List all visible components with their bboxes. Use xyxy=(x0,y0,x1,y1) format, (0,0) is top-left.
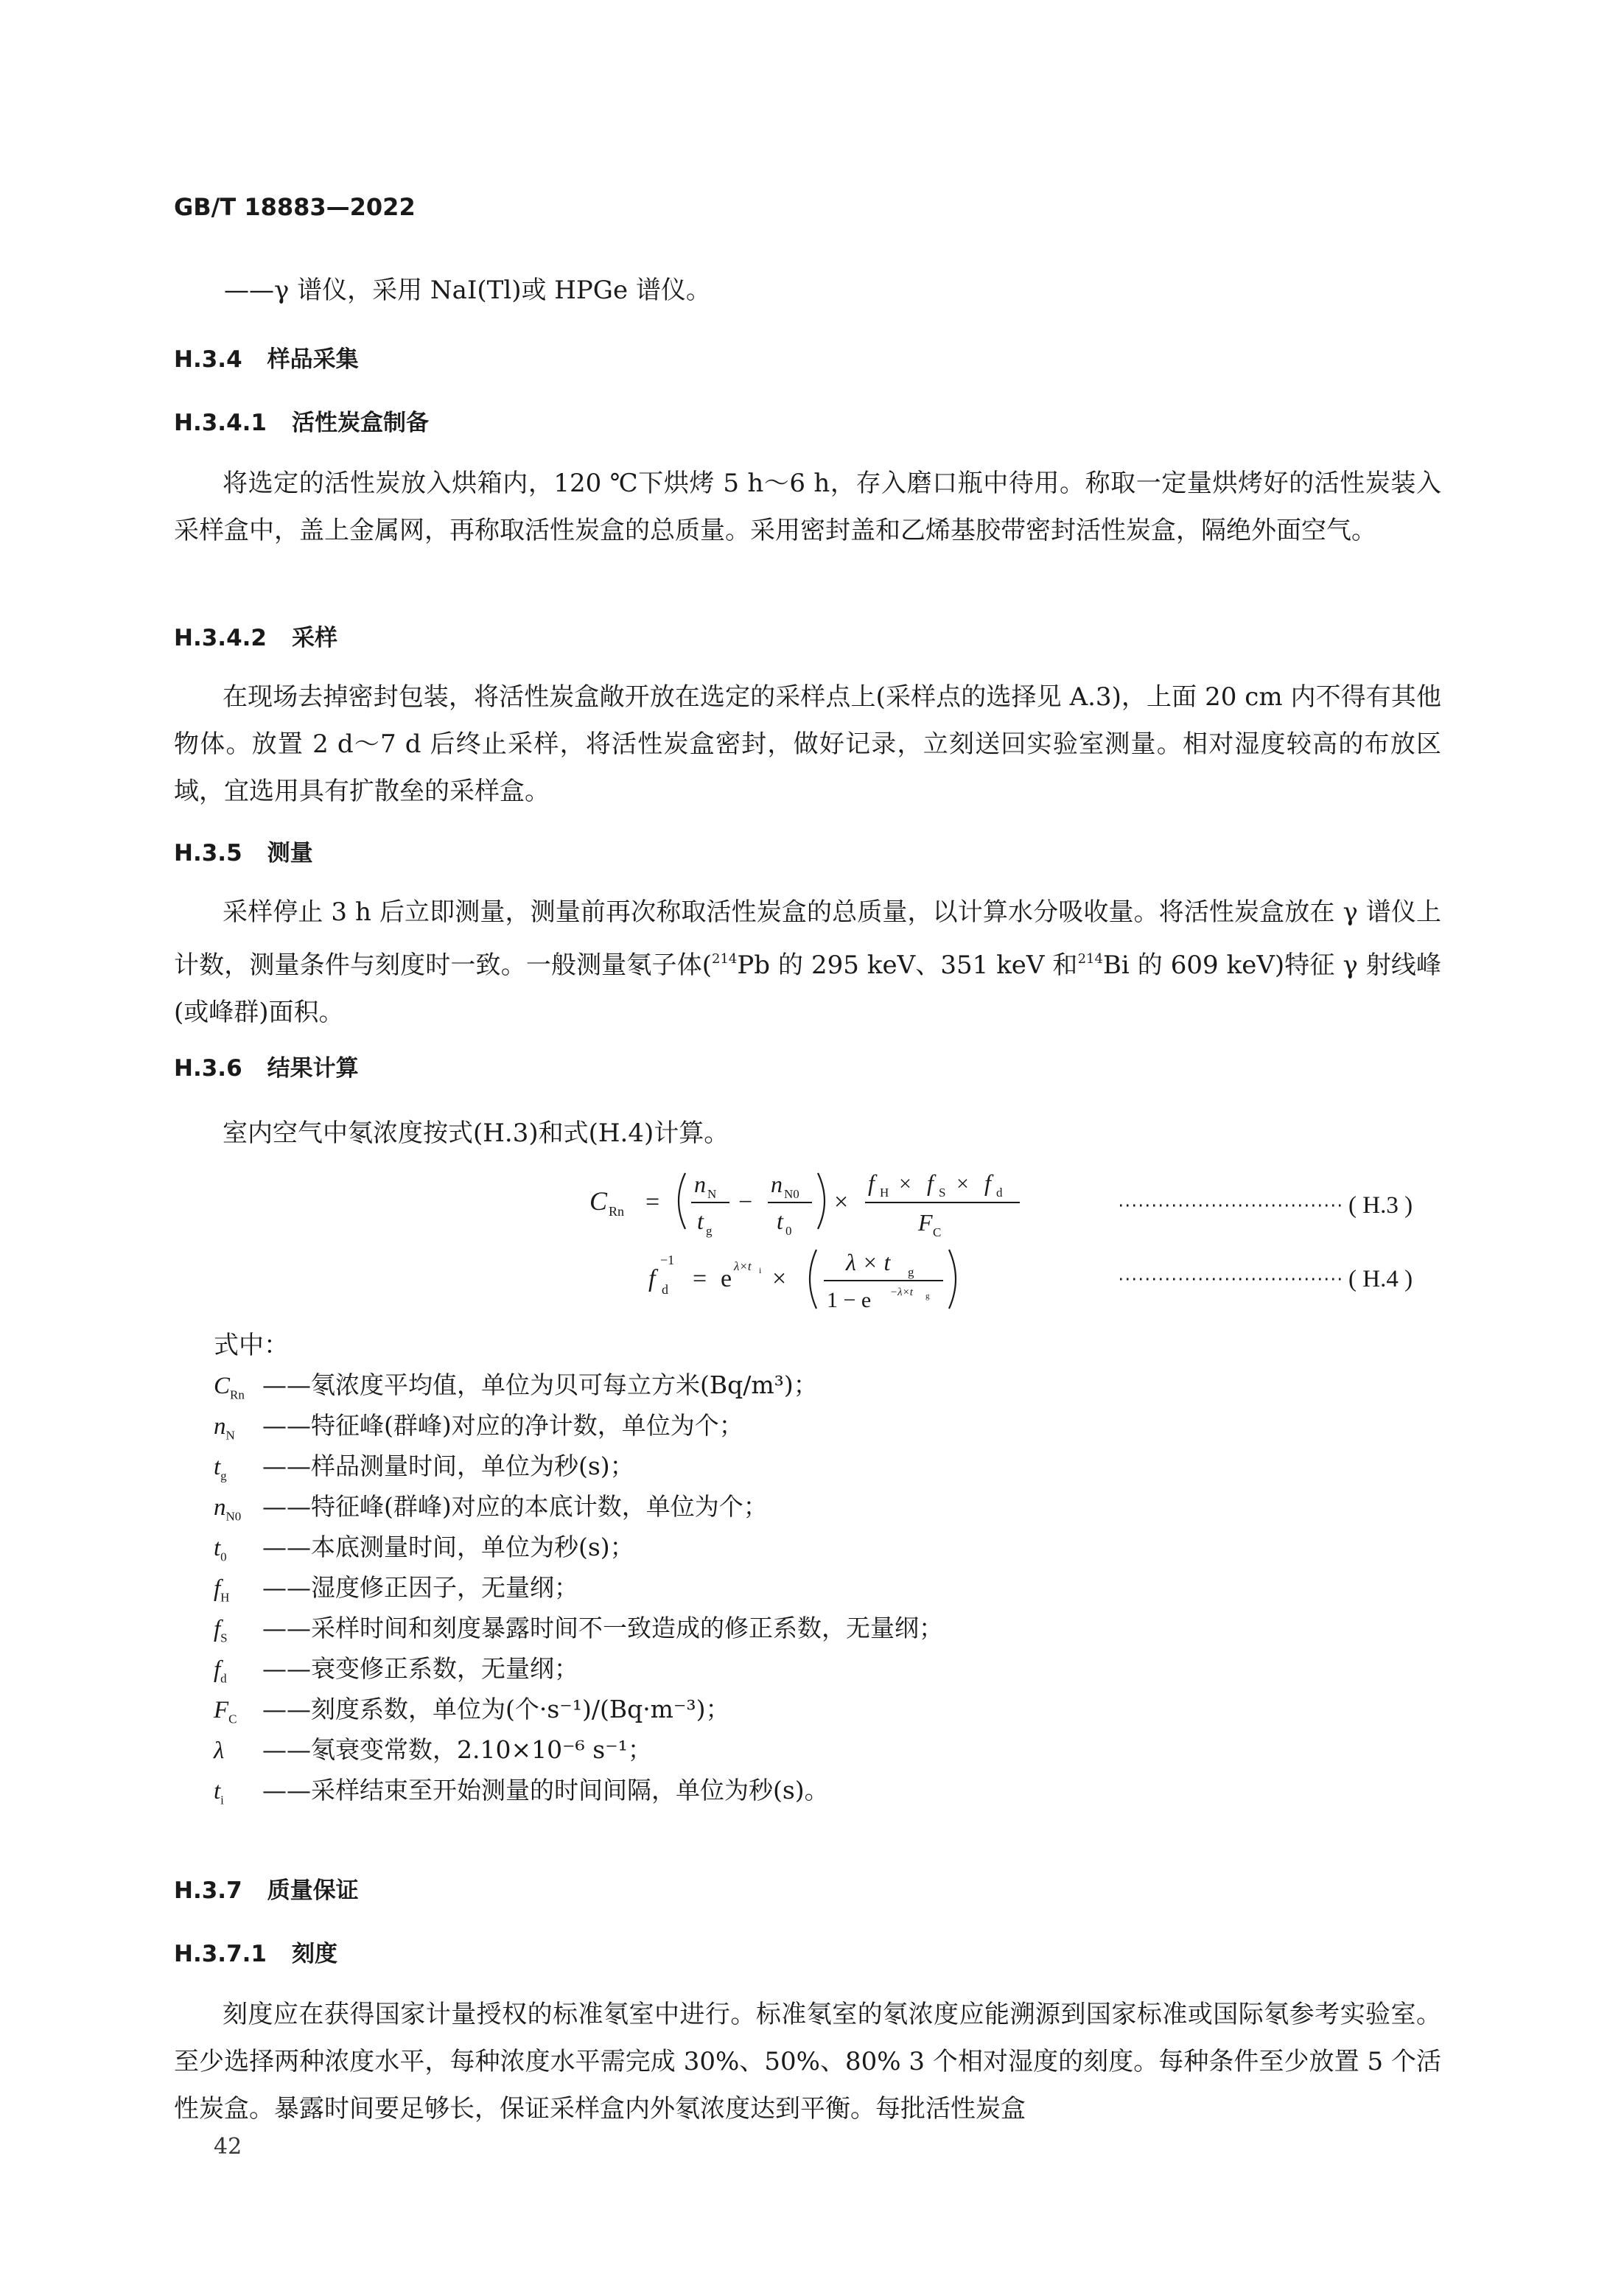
variable-n-n xyxy=(214,1411,743,1451)
variable-t-0 xyxy=(214,1533,634,1572)
section-title: 质量保证 xyxy=(267,1877,359,1904)
right-paren xyxy=(949,1250,956,1309)
times-sign: × xyxy=(956,1172,969,1196)
frac-den-exp: −λ×t xyxy=(890,1286,913,1298)
times-sign: × xyxy=(834,1188,849,1216)
frac2-num-sub: N0 xyxy=(784,1187,799,1201)
formula-lhs-sub: Rn xyxy=(609,1204,625,1219)
frac3-num-f2: f xyxy=(927,1169,934,1196)
variable-symbol: $f_H$ xyxy=(214,1575,230,1605)
left-paren xyxy=(679,1173,685,1229)
variable-description: ——氡浓度平均值，单位为贝可每立方米(Bq/m³)； xyxy=(262,1370,818,1399)
paragraph-calculation-intro: 室内空气中氡浓度按式(H.3)和式(H.4)计算。 xyxy=(223,1119,729,1148)
formula-h4 xyxy=(575,1238,1452,1319)
exp-power: λ×t xyxy=(734,1259,752,1273)
variable-description: ——样品测量时间，单位为秒(s)； xyxy=(262,1452,634,1480)
frac2-num: n xyxy=(771,1171,783,1197)
section-title: 刻度 xyxy=(291,1941,337,1967)
section-number: H.3.4 xyxy=(174,346,242,373)
formula-h3 xyxy=(575,1157,1452,1245)
frac-den: 1 − e xyxy=(827,1288,872,1312)
variable-description: ——氡衰变常数，2.10×10⁻⁶ s⁻¹； xyxy=(262,1735,652,1764)
frac1-den-sub: g xyxy=(706,1224,713,1238)
section-title: 结果计算 xyxy=(267,1055,359,1082)
section-number: H.3.7.1 xyxy=(174,1941,267,1967)
right-paren xyxy=(818,1173,825,1229)
section-heading-h3-4 xyxy=(174,340,359,374)
formula-lhs-sub: d xyxy=(662,1282,668,1297)
variable-t-g xyxy=(214,1452,634,1491)
variable-description: ——特征峰(群峰)对应的本底计数，单位为个； xyxy=(262,1492,768,1521)
frac-num-sub: g xyxy=(908,1265,914,1279)
section-title: 采样 xyxy=(291,625,337,651)
frac2-den-sub: 0 xyxy=(785,1224,792,1238)
paragraph-carbon-preparation: 将选定的活性炭放入烘箱内，120 ℃下烘烤 5 h～6 h，存入磨口瓶中待用。称取一定量烘烤好的活性炭装入采样盒中，盖上金属网，再称取活性炭盒的总质量。采用密封盖和乙烯基胶带密封活性炭盒，隔绝外面空气。 xyxy=(174,469,1441,545)
variable-f-s xyxy=(214,1614,943,1653)
isotope-mass-bi: 214 xyxy=(1077,951,1103,967)
variable-symbol: $n_{N0}$ xyxy=(214,1494,242,1524)
frac3-num-sub-d: d xyxy=(996,1186,1003,1200)
measurement-text-part2: Pb 的 295 keV、351 keV 和 xyxy=(737,951,1078,980)
variable-symbol: $F_C$ xyxy=(214,1697,237,1726)
variable-c-rn xyxy=(214,1370,818,1410)
variable-symbol: $t_g$ xyxy=(214,1454,227,1483)
variable-description: ——采样结束至开始测量的时间间隔，单位为秒(s)。 xyxy=(262,1776,829,1804)
frac1-num-sub: N xyxy=(707,1187,717,1201)
paragraph-measurement xyxy=(174,889,1441,1036)
frac3-den-sub: C xyxy=(933,1225,942,1239)
variable-symbol: $n_N$ xyxy=(214,1413,235,1443)
variable-symbol: λ xyxy=(214,1737,225,1764)
variable-symbol: $f_S$ xyxy=(214,1616,228,1645)
minus-sign: − xyxy=(738,1188,753,1216)
variable-n-n0 xyxy=(214,1492,768,1532)
variable-f-d xyxy=(214,1654,578,1694)
formula-number-h4: ( H.4 ) xyxy=(1348,1266,1413,1292)
frac3-num-sub-s: S xyxy=(939,1186,946,1200)
measurement-text-part3: Bi 的 609 keV)特征 γ 射线峰(或峰群)面积。 xyxy=(174,951,1442,1027)
where-label: 式中： xyxy=(214,1331,289,1360)
variable-description: ——衰变修正系数，无量纲； xyxy=(262,1654,578,1683)
document-id: GB/T 18883—2022 xyxy=(174,193,416,221)
exp-base: e xyxy=(721,1265,732,1292)
section-heading-h3-5 xyxy=(174,834,313,867)
section-title: 活性炭盒制备 xyxy=(291,410,429,436)
variable-t-i xyxy=(214,1776,829,1816)
section-title: 样品采集 xyxy=(267,346,359,373)
section-heading-h3-6 xyxy=(174,1049,359,1082)
variable-f-c xyxy=(214,1695,730,1734)
page-number: 42 xyxy=(214,2134,242,2160)
frac-num: λ × t xyxy=(846,1249,891,1275)
variable-description: ——刻度系数，单位为(个·s⁻¹)/(Bq·m⁻³)； xyxy=(262,1695,730,1723)
variable-description: ——本底测量时间，单位为秒(s)； xyxy=(262,1533,634,1561)
formula-lhs-sup: −1 xyxy=(660,1253,675,1267)
variable-description: ——特征峰(群峰)对应的净计数，单位为个； xyxy=(262,1411,743,1440)
paragraph-sampling: 在现场去掉密封包装，将活性炭盒敞开放在选定的采样点上(采样点的选择见 A.3)，上面 20 cm 内不得有其他物体。放置 2 d～7 d 后终止采样，将活性炭盒密封，做好记录，立刻送回实验室测量。相对湿度较高的布放区域，宜选用具有扩散垒的采样盒。 xyxy=(174,682,1441,806)
variable-symbol: $C_{Rn}$ xyxy=(214,1373,245,1402)
section-heading-h3-4-1 xyxy=(174,404,429,437)
variable-f-h xyxy=(214,1573,578,1613)
frac3-num-sub-h: H xyxy=(880,1186,889,1200)
variable-symbol: $f_d$ xyxy=(214,1656,227,1686)
left-paren xyxy=(810,1250,816,1309)
section-heading-h3-4-2 xyxy=(174,619,337,652)
section-number: H.3.5 xyxy=(174,840,242,867)
measurement-text-part1: 采样停止 3 h 后立即测量，测量前再次称取活性炭盒的总质量，以计算水分吸收量。将活性炭盒放在 γ 谱仪上计数，测量条件与刻度时一致。一般测量氡子体( xyxy=(174,897,1441,980)
formula-number-h3: ( H.3 ) xyxy=(1348,1192,1413,1219)
formula-lhs: f xyxy=(648,1265,656,1292)
variable-description: ——采样时间和刻度暴露时间不一致造成的修正系数，无量纲； xyxy=(262,1614,943,1642)
equals-sign: = xyxy=(645,1188,660,1216)
times-sign: × xyxy=(899,1172,911,1196)
frac3-num-f3: f xyxy=(984,1169,991,1196)
exp-power-sub: i xyxy=(759,1265,762,1275)
isotope-mass-pb: 214 xyxy=(712,951,738,967)
section-number: H.3.4.1 xyxy=(174,410,267,436)
section-heading-h3-7-1 xyxy=(174,1935,337,1968)
formula-lhs: C xyxy=(589,1186,608,1216)
variable-lambda xyxy=(214,1735,652,1775)
section-title: 测量 xyxy=(267,840,313,867)
section-heading-h3-7 xyxy=(174,1872,359,1905)
section-number: H.3.4.2 xyxy=(174,625,267,651)
frac1-num: n xyxy=(694,1171,706,1197)
frac2-den: t xyxy=(777,1208,783,1234)
frac-den-exp-sub: g xyxy=(925,1292,930,1300)
section-number: H.3.6 xyxy=(174,1055,242,1082)
frac3-num-f1: f xyxy=(868,1169,875,1196)
frac1-den: t xyxy=(697,1208,704,1234)
equals-sign: = xyxy=(693,1265,707,1292)
variable-description: ——湿度修正因子，无量纲； xyxy=(262,1573,578,1602)
paragraph-calibration: 刻度应在获得国家计量授权的标准氡室中进行。标准氡室的氡浓度应能溯源到国家标准或国际氡参考实验室。至少选择两种浓度水平，每种浓度水平需完成 30%、50%、80% 3 个相对湿度的刻度。每种条件至少放置 5 个活性炭盒。暴露时间要足够长，保证采样盒内外氡浓度达到平衡。每批活性炭盒 xyxy=(174,2000,1441,2124)
frac3-den: F xyxy=(918,1209,933,1236)
list-item-gamma-spectrometer: ——γ 谱仪，采用 NaI(Tl)或 HPGe 谱仪。 xyxy=(224,276,711,305)
times-sign: × xyxy=(772,1265,787,1292)
section-number: H.3.7 xyxy=(174,1877,242,1904)
variable-symbol: $t_i$ xyxy=(214,1778,224,1807)
variable-symbol: $t_0$ xyxy=(214,1535,227,1564)
